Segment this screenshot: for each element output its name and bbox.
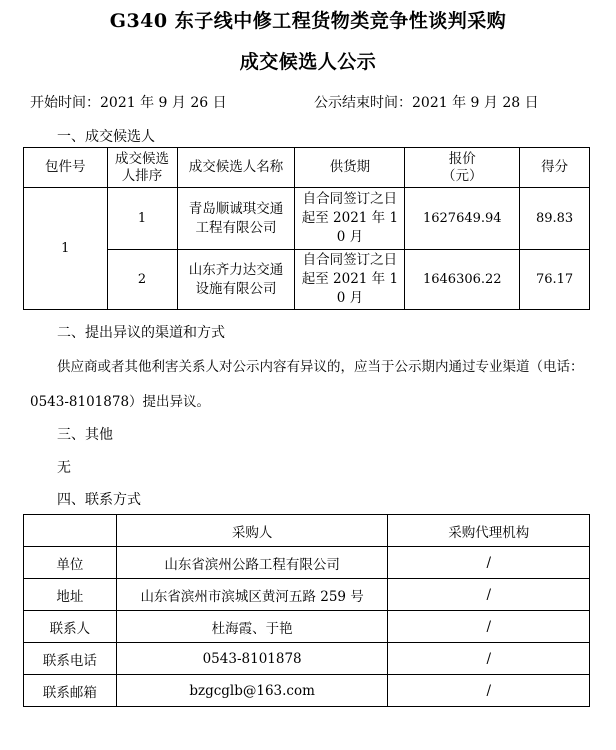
section-3-heading: 三、其他 [57, 427, 113, 443]
quote-price: 1646306.22 [405, 250, 520, 310]
header-period: 供货期 [295, 148, 405, 188]
purchaser-value: 山东省滨州公路工程有限公司 [116, 547, 388, 579]
table-row [24, 643, 590, 675]
section-1-heading: 一、成交候选人 [57, 129, 155, 145]
candidate-name-text: 山东齐力达交通设施有限公司 [188, 261, 284, 297]
contact-label: 联系人 [24, 611, 117, 643]
header-score: 得分 [520, 148, 590, 188]
quote-price: 1627649.94 [405, 188, 520, 250]
header-agency: 采购代理机构 [388, 515, 590, 547]
table-row [24, 547, 590, 579]
candidate-rank: 1 [107, 188, 177, 250]
date-line [30, 92, 596, 112]
header-rank-label: 成交候选人排序 [115, 150, 170, 184]
header-price-label: 报价（元） [442, 150, 483, 184]
table-row [24, 611, 590, 643]
table-row [24, 188, 590, 250]
document-title: G340 东子线中修工程货物类竞争性谈判采购 [109, 10, 507, 32]
header-package: 包件号 [24, 148, 108, 188]
header-name: 成交候选人名称 [177, 148, 295, 188]
contact-table-header [24, 515, 590, 547]
contact-label: 联系邮箱 [24, 675, 117, 707]
start-time: 开始时间：2021 年 9 月 26 日 [30, 95, 227, 111]
agency-value: / [388, 611, 590, 643]
purchaser-value: 杜海霞、于艳 [116, 611, 388, 643]
header-price [405, 148, 520, 188]
agency-value: / [388, 675, 590, 707]
candidate-name [177, 250, 295, 310]
header-rank [107, 148, 177, 188]
contact-label: 联系电话 [24, 643, 117, 675]
candidate-table [23, 147, 590, 310]
supply-period-text: 自合同签订之日起至 2021 年 10 月 [301, 191, 399, 245]
contact-table [23, 514, 590, 707]
supply-period [295, 188, 405, 250]
table-row [24, 675, 590, 707]
candidate-rank: 2 [107, 250, 177, 310]
purchaser-value: 山东省滨州市滨城区黄河五路 259 号 [116, 579, 388, 611]
contact-label: 地址 [24, 579, 117, 611]
supply-period [295, 250, 405, 310]
section-2-heading: 二、提出异议的渠道和方式 [57, 325, 225, 341]
candidate-table-header [24, 148, 590, 188]
package-number: 1 [24, 188, 108, 310]
section-3-body: 无 [57, 460, 71, 476]
document-subtitle: 成交候选人公示 [239, 51, 377, 73]
supply-period-text: 自合同签订之日起至 2021 年 10 月 [301, 252, 399, 306]
header-blank [24, 515, 117, 547]
agency-value: / [388, 643, 590, 675]
contact-label: 单位 [24, 547, 117, 579]
candidate-name [177, 188, 295, 250]
table-row [24, 579, 590, 611]
header-purchaser: 采购人 [116, 515, 388, 547]
candidate-score: 89.83 [520, 188, 590, 250]
end-time: 公示结束时间：2021 年 9 月 28 日 [314, 95, 539, 111]
table-row [24, 250, 590, 310]
candidate-score: 76.17 [520, 250, 590, 310]
objection-text-line1: 供应商或者其他利害关系人对公示内容有异议的，应当于公示期内通过专业渠道（电话： [57, 359, 584, 375]
purchaser-value: 0543-8101878 [116, 643, 388, 675]
agency-value: / [388, 579, 590, 611]
purchaser-value: bzgcglb@163.com [116, 675, 388, 707]
section-4-heading: 四、联系方式 [57, 492, 141, 508]
agency-value: / [388, 547, 590, 579]
objection-text-line2: 0543-8101878）提出异议。 [30, 394, 211, 410]
candidate-name-text: 青岛顺诚琪交通工程有限公司 [188, 200, 284, 236]
